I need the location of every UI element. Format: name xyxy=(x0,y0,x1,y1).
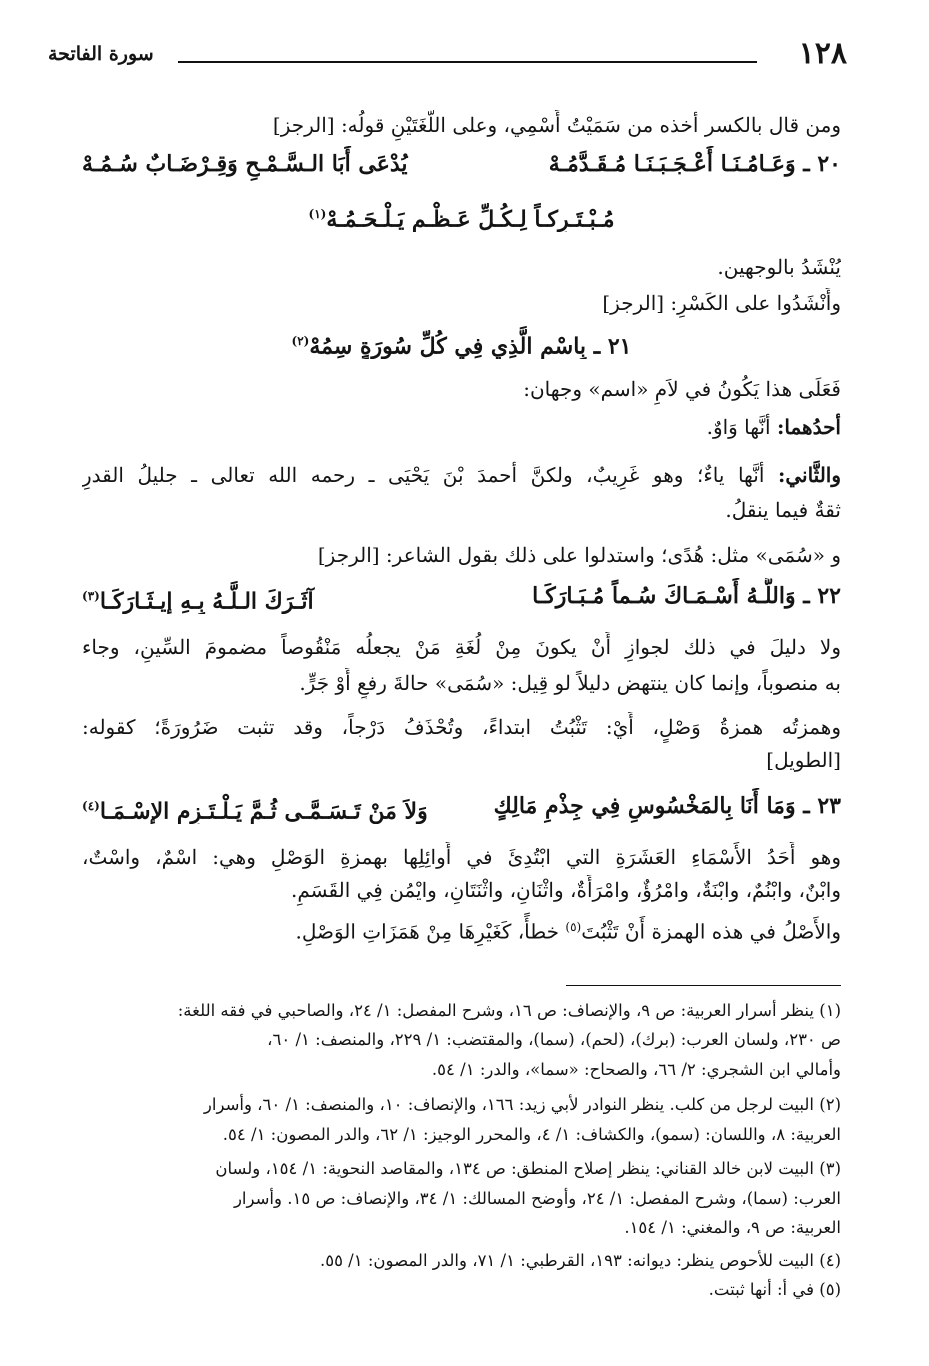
verse-hemistich-2: يُدْعَى أَبَا الـسَّـمْـحِ وَقِـرْضَـابٌ سُـمُـهْ xyxy=(82,151,408,177)
verse-hemistich-2: آثَـرَكَ الـلَّـهُ بِـهِ إِيـثَـارَكَـا xyxy=(99,588,314,614)
footnote-ref: (٤) xyxy=(82,799,100,813)
paragraph-4: فَعَلَى هذا يَكُونُ في لاَمِ «اسم» وجهان: xyxy=(523,377,841,401)
footnote-5: (٥) في أ: أنها ثبتت. xyxy=(708,1280,841,1299)
verse-number: ٢٣ ـ xyxy=(803,793,841,819)
footnote-3-line-1: (٣) البيت لابن خالد القناني: ينظر إصلاح المنطق: ص ١٣٤، والمقاصد النحوية: ١/ ١٥٤، ولسان xyxy=(215,1159,841,1178)
verse-23 xyxy=(82,788,841,824)
footnote-3-line-2: العرب: (سما)، وشرح المفصل: ١/ ٢٤، وأوضح المسالك: ١/ ٣٤، والإنصاف: ص ١٥. وأسرار xyxy=(233,1189,841,1208)
paragraph-2: يُنْشَدُ بالوجهين. xyxy=(717,255,841,279)
verse-number: ٢٢ ـ xyxy=(803,583,841,609)
page-header xyxy=(48,34,847,74)
verse-hemistich-1: وَاللَّـهُ أَسْـمَـاكَ سُـماً مُـبَـارَكَـا xyxy=(532,583,796,609)
footnote-2-line-1: (٢) البيت لرجل من كلب. ينظر النوادر لأبي زيد: ١٦٦، والإنصاف: ١٠، والمنصف: ١/ ٦٠، وأسرار xyxy=(203,1095,841,1114)
footnote-ref: (٥) xyxy=(565,920,582,934)
paragraph-5: أحدُهما: أنَّها وَاوٌ. xyxy=(706,415,841,439)
verse-21 xyxy=(82,323,841,359)
paragraph-3: وأَنْشَدُوا على الكَسْرِ: [الرجز] xyxy=(602,291,841,315)
surah-title: سورة الفاتحة xyxy=(48,43,154,65)
footnote-1-line-1: (١) ينظر أسرار العربية: ص ٩، والإنصاف: ص ١٦، وشرح المفصل: ١/ ٢٤، والصاحبي في فقه اللغة: xyxy=(177,1001,841,1020)
paragraph-7: و «سُمَى» مثل: هُدًى؛ واستدلوا على ذلك بقول الشاعر: [الرجز] xyxy=(317,543,841,567)
paragraph-6-line-1: والثَّاني: أنَّها ياءٌ؛ وهو غَرِيبٌ، ولكنَّ أحمدَ بْنَ يَحْيَى ـ رحمه الله تعالى ـ جليلُ القدرِ xyxy=(82,463,841,487)
paragraph-9-line-2: [الطويل] xyxy=(766,748,841,772)
footnote-1-line-3: وأمالي ابن الشجري: ٢/ ٦٦، والصحاح: «سما»، والدر: ١/ ٥٤. xyxy=(431,1060,841,1079)
paragraph-10-line-1: وهو أَحَدُ الأَسْمَاءِ العَشَرَةِ التي ابْتُدِئَ في أَوائِلِها بهمزةِ الوَصْلِ وهي: اسْمٌ، واسْتٌ، xyxy=(82,845,841,869)
paragraph-8-line-1: ولا دليلَ في ذلك لجوازِ أَنْ يكونَ مِنْ لُغَةِ مَنْ يجعلُه مَنْقُوصاً مضمومَ السِّينِ، وجاء xyxy=(82,635,841,659)
paragraph-1: ومن قال بالكسر أخذه من سَمَيْتُ أَسْمِي، وعلى اللُّغَتَيْنِ قولُه: [الرجز] xyxy=(272,113,841,137)
verse-hemistich-2: وَلاَ مَنْ تَـسَـمَّـى ثُـمَّ يَـلْـتَـزِمِ الإِسْـمَـا xyxy=(99,798,428,824)
paragraph-6-line-2: ثقةٌ فيما ينقلُ. xyxy=(725,498,841,522)
verse-hemistich-3: مُـبْـتَـرِكـاً لِـكُـلِّ عَـظْـمٍ يَـلْـحَـمُـهْ xyxy=(326,206,615,232)
verse-hemistich-1: وَمَا أَنَا بِالمَخْسُوسِ فِي جِذْمِ مَالِكٍ xyxy=(493,793,796,819)
footnote-4: (٤) البيت للأحوص ينظر: ديوانه: ١٩٣، القرطبي: ١/ ٧١، والدر المصون: ١/ ٥٥. xyxy=(319,1251,841,1270)
paragraph-11: والأَصْلُ في هذه الهمزة أَنْ تَثْبُتَ$^{(٥)}$ خطأً، كَغَيْرِهَا مِنْ هَمَزَاتِ الوَصْلِ. xyxy=(295,919,841,944)
page-number: ١٢٨ xyxy=(798,36,847,71)
verse-hemistich-1: وَعَـامُـنَـا أَعْـجَـبَـنَـا مُـقَـدَّمُـهْ xyxy=(548,151,796,177)
header-rule xyxy=(178,61,757,63)
label-first: أحدُهما: xyxy=(776,415,841,439)
footnote-ref: (٣) xyxy=(82,589,100,603)
footnote-ref: (٢) xyxy=(291,334,310,348)
label-second: والثَّاني: xyxy=(777,463,841,487)
verse-hemistich-1: بِاسْمِ الَّذِي فِي كُلِّ سُورَةٍ سِمُهْ xyxy=(309,333,587,359)
verse-number: ٢١ ـ xyxy=(593,333,632,359)
paragraph-10-line-2: وابْنٌ، وابْنُمٌ، وابْنَةٌ، وامْرُؤٌ، وامْرَأَةٌ، واثْنَانِ، واثْنَتَانِ، وايْمُن فِي القَسَمِ. xyxy=(291,878,841,902)
verse-20 xyxy=(82,146,841,182)
footnote-2-line-2: العربية: ٨، واللسان: (سمو)، والكشاف: ١/ ٤، والمحرر الوجيز: ١/ ٦٢، والدر المصون: ١/ ٥٤. xyxy=(222,1125,841,1144)
verse-20-continuation xyxy=(82,196,841,232)
footnote-separator xyxy=(566,985,841,986)
verse-number: ٢٠ ـ xyxy=(803,151,841,177)
footnote-ref: (١) xyxy=(308,207,327,221)
footnote-1-line-2: ص ٢٣٠، ولسان العرب: (برك)، (لحم)، (سما)، والمقتضب: ١/ ٢٢٩، والمنصف: ١/ ٦٠، xyxy=(267,1030,841,1049)
paragraph-9-line-1: وهمزتُه همزةُ وَصْلٍ، أَيْ: تَثْبُتُ ابتداءً، وتُحْذَفُ دَرْجاً، وقد تثبت ضَرُورَةً؛ كقوله: xyxy=(82,715,841,739)
paragraph-8-line-2: به منصوباً، وإنما كان ينتهض دليلاً لو قِيل: «سُمَى» حالةَ رفعٍ أَوْ جَرٍّ. xyxy=(299,671,841,695)
footnote-3-line-3: العربية: ص ٩، والمغني: ١/ ١٥٤. xyxy=(624,1218,841,1237)
verse-22 xyxy=(82,578,841,614)
